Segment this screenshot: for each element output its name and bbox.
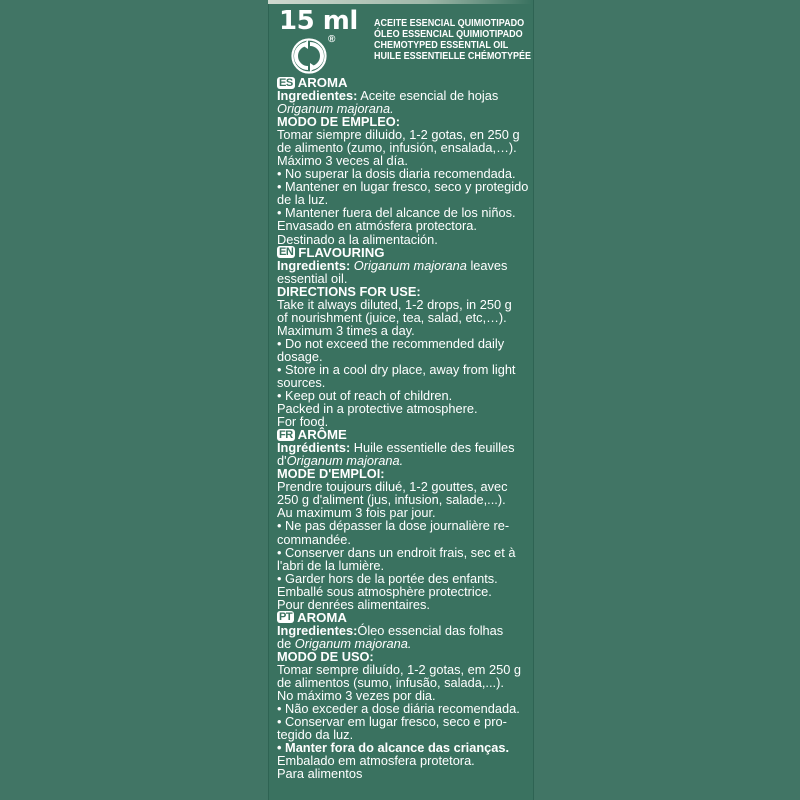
text-fragment: d': [277, 453, 287, 469]
text-line: 250 g d'aliment (jus, infusion, salade,...).: [277, 492, 506, 508]
text-line: • Conservar em lugar fresco, seco e pro-: [277, 714, 507, 730]
label-text: [277, 75, 529, 782]
species-name: Origanum majorana: [350, 257, 467, 273]
directions-label: MODO DE EMPLEO:: [277, 114, 400, 130]
text-line: • Manter fora do alcance das crianças.: [277, 740, 510, 756]
section-title: ARÔME: [297, 427, 347, 443]
section-es: [277, 75, 529, 247]
product-image-strip: [268, 0, 532, 4]
species-name: Origanum majorana.: [294, 635, 412, 651]
product-type-lines: [374, 17, 532, 62]
text-line: • Ne pas dépasser la dose journalière re-: [277, 518, 510, 534]
text-line: • Keep out of reach of children.: [277, 388, 453, 404]
directions-label: MODE D'EMPLOI:: [277, 466, 385, 482]
text-line: de alimento (zumo, infusión, ensalada,…).: [277, 140, 517, 156]
text-line: dosage.: [277, 348, 323, 364]
species-name: Origanum majorana.: [277, 101, 394, 117]
volume-text: 15 ml: [279, 6, 358, 36]
text-line: sources.: [277, 374, 326, 390]
section-title: AROMA: [297, 75, 348, 90]
ingredients-label: Ingredientes:: [277, 88, 358, 103]
section-pt: [277, 611, 521, 781]
text-line: • Store in a cool dry place, away from light: [277, 361, 516, 377]
text-line: • Conserver dans un endroit frais, sec et à: [277, 544, 516, 560]
text-line: • Não exceder a dose diária recomendada.: [277, 701, 520, 717]
text-fragment: de: [277, 635, 295, 651]
product-line: ACEITE ESENCIAL QUIMIOTIPADO: [374, 17, 525, 29]
text-line: de alimentos (sumo, infusão, salada,...).: [277, 674, 504, 690]
text-line: Take it always diluted, 1-2 drops, in 250 g: [277, 296, 512, 312]
text-line: • Mantener fuera del alcance de los niños.: [277, 205, 516, 221]
species-name: Origanum majorana.: [286, 453, 404, 469]
ingredients-label: Ingredientes:: [277, 622, 358, 638]
text-line: Pour denrées alimentaires.: [277, 596, 430, 612]
directions-label: MODO DE USO:: [277, 648, 374, 664]
badge-es: ES: [279, 76, 293, 89]
ingredients-text: Aceite esencial de hojas: [357, 88, 499, 103]
text-line: tegido da luz.: [277, 727, 354, 743]
text-line: Destinado a la alimentación.: [277, 231, 438, 247]
text-line: Para alimentos: [277, 766, 363, 782]
text-line: Prendre toujours dilué, 1-2 gouttes, avec: [277, 479, 508, 495]
section-title: FLAVOURING: [298, 244, 385, 260]
ingredients-text: leaves: [466, 257, 508, 273]
directions-label: DIRECTIONS FOR USE:: [277, 283, 421, 299]
text-line: essential oil.: [277, 270, 348, 286]
registered-mark: ®: [328, 34, 336, 45]
section-fr: [277, 428, 521, 611]
text-line: • Do not exceed the recommended daily: [277, 335, 505, 351]
text-line: Envasado en atmósfera protectora.: [277, 218, 477, 234]
product-line: CHEMOTYPED ESSENTIAL OIL: [374, 39, 509, 51]
badge-pt: PT: [279, 611, 293, 624]
text-line: Máximo 3 veces al día.: [277, 153, 408, 169]
ingredients-label: Ingredients:: [277, 257, 351, 273]
green-dot-recycle-icon: [291, 38, 327, 74]
text-line: • Mantener en lugar fresco, seco y protegido: [277, 179, 529, 195]
badge-fr: FR: [279, 428, 293, 441]
text-line: Maximum 3 times a day.: [277, 322, 415, 338]
text-line: Tomar siempre diluido, 1-2 gotas, en 250 g: [277, 127, 520, 143]
text-line: Emballé sous atmosphère protectrice.: [277, 583, 492, 599]
product-line: HUILE ESSENTIELLE CHÉMOTYPÉE: [374, 50, 532, 62]
ingredients-text: Óleo essencial das folhas: [357, 622, 504, 638]
ingredients-label: Ingrédients:: [277, 440, 351, 456]
text-line: No máximo 3 vezes por dia.: [277, 688, 436, 704]
section-en: [277, 246, 521, 429]
text-line: Embalado em atmosfera protetora.: [277, 753, 475, 769]
text-line: Packed in a protective atmosphere.: [277, 401, 478, 417]
text-line: • No superar la dosis diaria recomendada.: [277, 166, 516, 182]
text-line: commandée.: [277, 531, 351, 547]
text-line: • Garder hors de la portée des enfants.: [277, 570, 498, 586]
text-line: l'abri de la lumière.: [277, 557, 384, 573]
text-line: Tomar sempre diluído, 1-2 gotas, em 250 g: [277, 661, 521, 677]
text-line: Au maximum 3 fois par jour.: [277, 505, 436, 521]
ingredients-text: Huile essentielle des feuilles: [350, 440, 515, 456]
text-line: de la luz.: [277, 192, 329, 208]
text-line: of nourishment (juice, tea, salad, etc,…).: [277, 309, 507, 325]
section-title: AROMA: [297, 609, 347, 625]
product-line: ÓLEO ESSENCIAL QUIMIOTIPADO: [374, 28, 523, 40]
badge-en: EN: [279, 246, 294, 259]
text-line: For food.: [277, 414, 329, 430]
